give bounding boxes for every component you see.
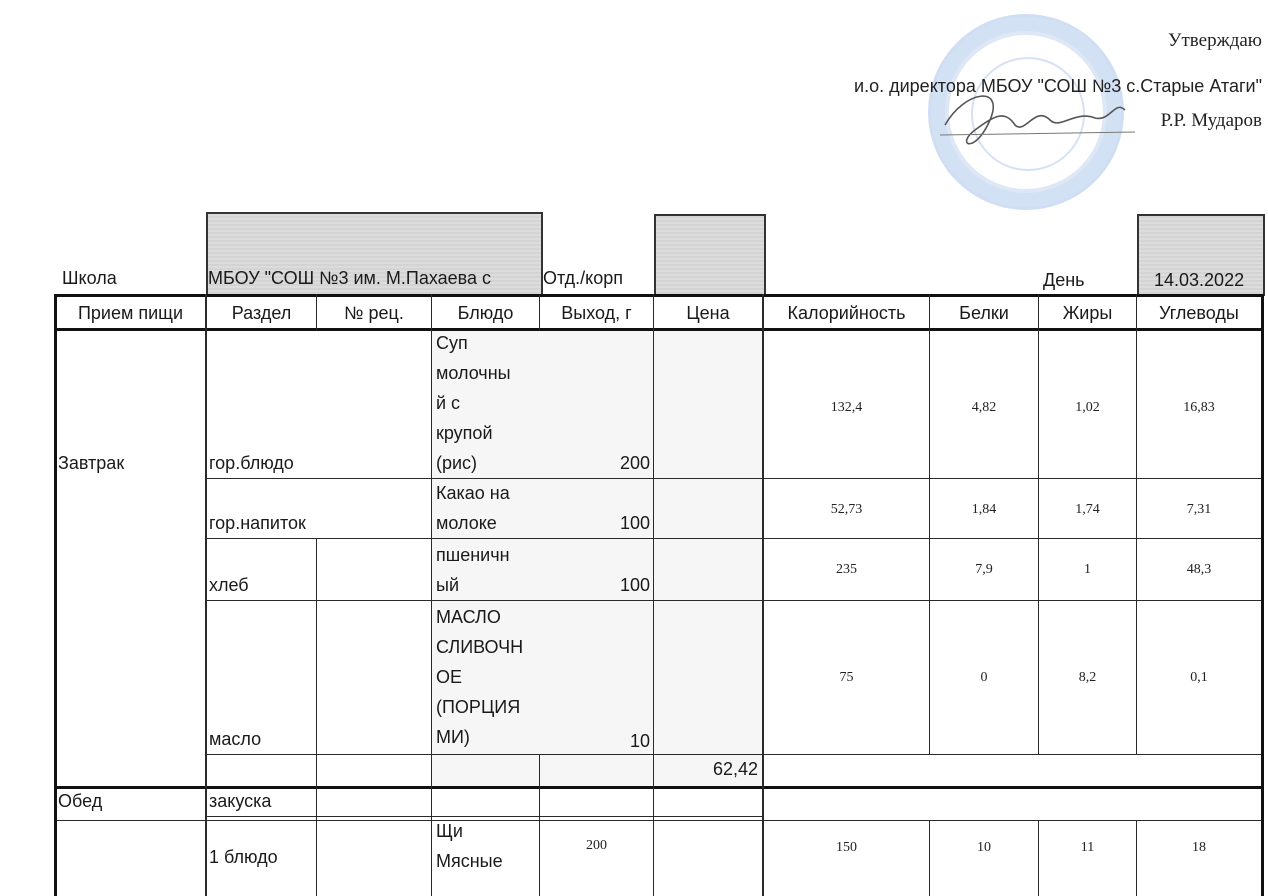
lunch-row2-protein: 10 <box>977 840 991 855</box>
col-fat: Жиры <box>1062 303 1113 323</box>
row2-dish-1: Какао на <box>436 483 510 503</box>
row4-output: 10 <box>629 731 650 751</box>
day-label: День <box>1043 270 1085 290</box>
lunch-row1-section: закуска <box>209 791 272 811</box>
row1-carbs: 16,83 <box>1183 400 1215 415</box>
col-meal: Прием пищи <box>77 303 184 323</box>
col-dish: Блюдо <box>457 303 514 323</box>
col-calories: Калорийность <box>787 303 906 323</box>
row4-carbs: 0,1 <box>1190 670 1208 685</box>
col-output: Выход, г <box>561 303 632 323</box>
col-price: Цена <box>686 303 730 323</box>
row3-output: 100 <box>619 575 650 595</box>
row3-protein: 7,9 <box>975 562 993 577</box>
school-value: МБОУ "СОШ №3 им. М.Пахаева с <box>208 268 492 288</box>
row3-carbs: 48,3 <box>1186 562 1212 577</box>
row2-fat: 1,74 <box>1075 502 1100 517</box>
col-recipe-no: № рец. <box>344 303 404 323</box>
row4-dish-5: МИ) <box>436 727 470 747</box>
row1-dish-3: й с <box>436 393 461 413</box>
row3-section: хлеб <box>209 575 249 595</box>
row4-kcal: 75 <box>839 670 854 685</box>
col-carbs: Углеводы <box>1159 303 1239 323</box>
row2-protein: 1,84 <box>971 502 997 517</box>
row1-fat: 1,02 <box>1075 400 1100 415</box>
row2-output: 100 <box>619 513 650 533</box>
row1-kcal: 132,4 <box>830 400 863 415</box>
row1-protein: 4,82 <box>971 400 997 415</box>
row4-dish-4: (ПОРЦИЯ <box>436 697 521 717</box>
dept-field <box>654 214 766 296</box>
row1-dish-5: (рис) <box>436 453 478 473</box>
date-value: 14.03.2022 <box>1154 270 1245 290</box>
col-section: Раздел <box>231 303 292 323</box>
col-protein: Белки <box>959 303 1009 323</box>
row4-dish-1: МАСЛО <box>436 607 501 627</box>
lunch-row2-dish-2: Мясные <box>436 851 503 871</box>
breakfast-total-price: 62,42 <box>712 759 758 779</box>
row3-fat: 1 <box>1084 562 1091 577</box>
lunch-row2-carbs: 18 <box>1192 840 1206 855</box>
row2-kcal: 52,73 <box>830 502 863 517</box>
lunch-row2-dish-1: Щи <box>436 821 463 841</box>
row1-output: 200 <box>619 453 650 473</box>
meal-lunch: Обед <box>58 791 103 811</box>
lunch-row2-output: 200 <box>586 838 607 853</box>
director-signature <box>935 80 1145 150</box>
row1-section: гор.блюдо <box>209 453 294 473</box>
school-label: Школа <box>62 268 117 288</box>
row4-protein: 0 <box>980 670 988 685</box>
row3-dish-1: пшеничн <box>436 545 510 565</box>
row4-dish-3: ОЕ <box>436 667 463 687</box>
row4-section: масло <box>209 729 262 749</box>
lunch-row2-fat: 11 <box>1080 840 1095 855</box>
signatory-name: Р.Р. Мударов <box>1160 110 1262 131</box>
row2-dish-2: молоке <box>436 513 497 533</box>
row3-kcal: 235 <box>836 562 857 577</box>
row2-section: гор.напиток <box>209 513 306 533</box>
row4-fat: 8,2 <box>1078 670 1097 685</box>
lunch-row2-section: 1 блюдо <box>209 847 278 867</box>
row1-dish-4: крупой <box>436 423 493 443</box>
row3-dish-2: ый <box>436 575 459 595</box>
row1-dish-2: молочны <box>436 363 511 383</box>
lunch-row2-kcal: 150 <box>836 840 857 855</box>
row2-carbs: 7,31 <box>1186 502 1212 517</box>
director-position: и.о. директора МБОУ "СОШ №3 с.Старые Атаги" <box>854 76 1262 96</box>
row1-dish-1: Суп <box>436 333 468 353</box>
row4-dish-2: СЛИВОЧН <box>436 637 524 657</box>
meal-breakfast: Завтрак <box>58 453 125 473</box>
approve-label: Утверждаю <box>1168 30 1262 51</box>
dept-label: Отд./корп <box>543 268 623 288</box>
